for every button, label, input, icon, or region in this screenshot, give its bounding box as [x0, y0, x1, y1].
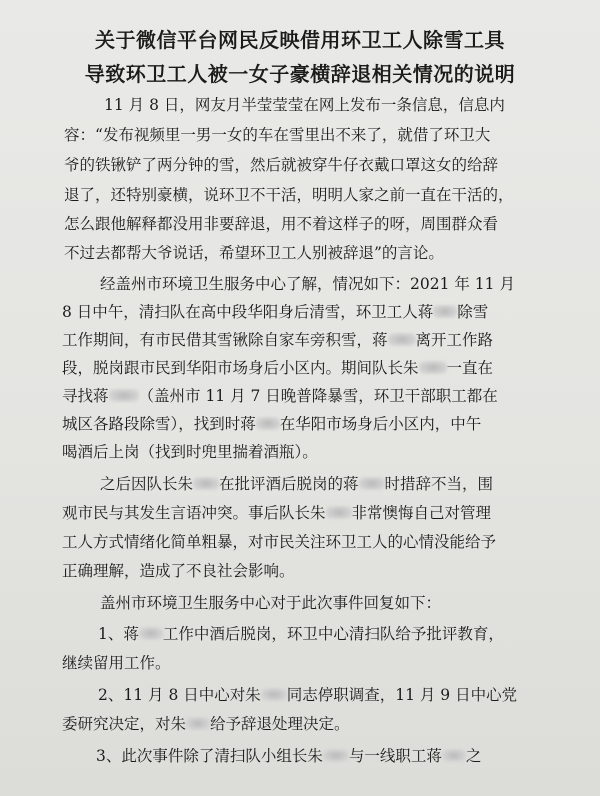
redacted-name [186, 717, 210, 730]
redacted-name [261, 688, 287, 701]
text-segment: 在华阳市场身后小区内，中午 [279, 415, 482, 433]
redacted-name [388, 333, 416, 346]
text-segment: 时措辞不当，围 [384, 475, 494, 493]
text-segment: （盖州市 11 月 7 日晚普降暴雪，环卫干部职工都在 [138, 387, 498, 405]
text-segment: 工作期间，有市民借其雪锹除自家车旁积雪，蒋 [62, 331, 388, 349]
body-line: 工人方式情绪化简单粗暴，对市民关注环卫工人的心情没能给予 [62, 533, 497, 551]
redacted-name [193, 477, 219, 490]
body-line: 爷的铁锹铲了两分钟的雪，然后就被穿牛仔衣戴口罩这女的给辞 [64, 156, 499, 174]
body-line [62, 358, 493, 378]
text-segment: 之后因队长朱 [100, 475, 194, 493]
redacted-name [139, 627, 163, 640]
text-segment: 同志停职调查，11 月 9 日中心党 [286, 686, 518, 704]
body-line [62, 414, 481, 434]
redacted-name [359, 477, 385, 490]
body-line [62, 386, 498, 406]
text-segment: 除雪 [457, 303, 489, 321]
body-line: 怎么跟他解释都没用非要辞退，用不着这样子的呀，周围群众看 [64, 215, 499, 233]
redacted-name [109, 389, 139, 402]
body-line: 退了，还特别豪横，说环卫不干活，明明人家之前一直在干活的， [64, 186, 514, 204]
text-segment: 城区各路段除雪），找到时蒋 [62, 415, 256, 433]
body-line [62, 302, 488, 322]
body-line [100, 474, 493, 494]
text-segment: 2、11 月 8 日中心对朱 [98, 686, 261, 704]
body-line: 不过去都帮大爷说话，希望环卫工人别被辞退”的言论。 [64, 244, 444, 262]
document-title-line-1: 关于微信平台网民反映借用环卫工人除雪工具 [95, 28, 505, 52]
text-segment: 给予辞退处理决定。 [210, 715, 350, 733]
text-segment: 1、蒋 [98, 625, 139, 643]
redacted-name [419, 361, 447, 374]
text-segment: 之 [465, 747, 482, 765]
text-segment: 委研究决定，对朱 [62, 715, 187, 733]
redacted-name [256, 417, 280, 430]
body-line [96, 746, 481, 766]
text-segment: 一直在 [446, 359, 494, 377]
redacted-name [326, 506, 352, 519]
text-segment: 工作中酒后脱岗，环卫中心清扫队给予批评教育， [162, 625, 504, 643]
body-line [62, 330, 493, 350]
redacted-name [433, 305, 457, 318]
body-line: 正确理解，造成了不良社会影响。 [62, 562, 295, 580]
text-segment: 与一线职工蒋 [348, 747, 442, 765]
body-line: 容：“发布视频里一男一女的车在雪里出不来了，就借了环卫大 [64, 126, 491, 144]
text-segment: 非常懊悔自己对管理 [351, 504, 492, 522]
redacted-name [442, 749, 466, 762]
body-line: 11 月 8 日，网友月半莹莹莹在网上发布一条信息，信息内 [104, 96, 505, 114]
redacted-name [323, 749, 349, 762]
body-line: 经盖州市环境卫生服务中心了解，情况如下：2021 年 11 月 [100, 275, 515, 293]
document-title-line-2: 导致环卫工人被一女子豪横辞退相关情况的说明 [84, 62, 516, 86]
text-segment: 观市民与其发生言语冲突。事后队长朱 [62, 504, 326, 522]
text-segment: 寻找蒋 [62, 387, 109, 405]
text-segment: 8 日中午，清扫队在高中段华阳身后清雪，环卫工人蒋 [62, 303, 434, 321]
body-line [62, 503, 491, 523]
body-line: 继续留用工作。 [62, 654, 171, 672]
body-line [62, 714, 350, 734]
body-line [98, 685, 517, 705]
text-segment: 段，脱岗跟市民到华阳市场身后小区内。期间队长朱 [62, 359, 419, 377]
text-segment: 在批评酒后脱岗的蒋 [219, 475, 359, 493]
body-line: 喝酒后上岗（找到时兜里揣着酒瓶）。 [62, 443, 318, 461]
text-segment: 离开工作路 [415, 331, 494, 349]
text-segment: 3、此次事件除了清扫队小组长朱 [96, 747, 323, 765]
body-line: 盖州市环境卫生服务中心对于此次事件回复如下： [100, 594, 442, 612]
body-line [98, 624, 504, 644]
